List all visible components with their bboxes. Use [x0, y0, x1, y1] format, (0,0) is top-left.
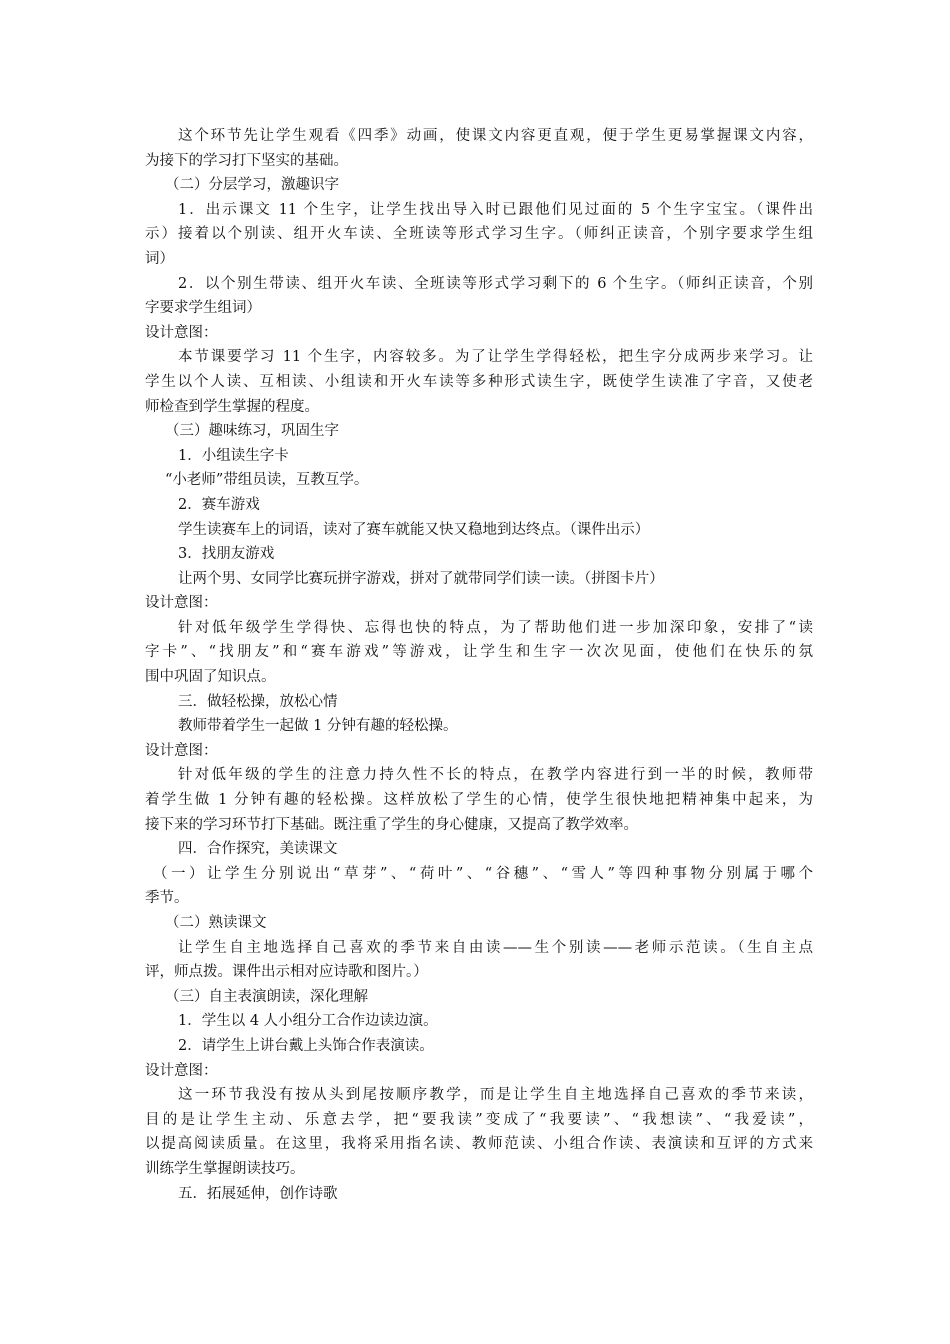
text-line: 以提高阅读质量。在这里，我将采用指名读、教师范读、小组合作读、表演读和互评的方式来: [145, 1136, 813, 1153]
text-line: 2．以个别生带读、组开火车读、全班读等形式学习剩下的 6 个生字。（师纠正读音，个别: [178, 275, 813, 292]
text-line: 设计意图：: [145, 742, 218, 759]
text-line: 让学生自主地选择自己喜欢的季节来自由读——生个别读——老师示范读。（生自主点: [178, 939, 813, 956]
text-line: （三）趣味练习，巩固生字: [165, 423, 339, 440]
text-line: 训练学生掌握朗读技巧。: [145, 1160, 305, 1177]
text-line: 本节课要学习 11 个生字，内容较多。为了让学生学得轻松，把生字分成两步来学习。让: [178, 349, 813, 366]
text-line: （二）分层学习，激趣识字: [165, 177, 339, 194]
text-line: （二）熟读课文: [165, 915, 267, 931]
text-line: 着学生做 1 分钟有趣的轻松操。这样放松了学生的心情，使学生很快地把精神集中起来，为: [145, 792, 813, 809]
text-line: 2．赛车游戏: [178, 496, 260, 513]
text-line: “小老师”带组员读，互教互学。: [165, 472, 369, 489]
text-line: 三．做轻松操，放松心情: [178, 693, 338, 710]
text-line: 围中巩固了知识点。: [145, 669, 276, 686]
text-line: 3．找朋友游戏: [178, 546, 275, 563]
text-line: 字卡”、“找朋友”和“赛车游戏”等游戏，让学生和生字一次次见面，使他们在快乐的氛: [145, 644, 813, 661]
text-line: 1．学生以 4 人小组分工合作边读边演。: [178, 1013, 438, 1030]
text-line: 1．出示课文 11 个生字，让学生找出导入时已跟他们见过面的 5 个生字宝宝。（课件出: [178, 201, 813, 218]
text-line: 设计意图：: [145, 324, 218, 341]
text-line: 季节。: [145, 890, 189, 907]
text-line: 为接下的学习打下坚实的基础。: [145, 152, 348, 169]
text-line: 学生读赛车上的词语，读对了赛车就能又快又稳地到达终点。（课件出示）: [178, 521, 650, 538]
text-line: 针对低年级学生学得快、忘得也快的特点，为了帮助他们进一步加深印象，安排了“读: [178, 619, 813, 636]
text-line: 2．请学生上讲台戴上头饰合作表演读。: [178, 1037, 434, 1054]
text-line: 师检查到学生掌握的程度。: [145, 398, 319, 415]
document-body: [145, 124, 813, 1206]
text-line: 学生以个人读、互相读、小组读和开火车读等多种形式读生字，既使学生读准了字音，又使老: [145, 373, 813, 390]
text-line: （一）让学生分别说出“草芽”、“荷叶”、“谷穗”、“雪人”等四种事物分别属于哪个: [153, 865, 813, 882]
text-line: 接下来的学习环节打下基础。既注重了学生的身心健康，又提高了教学效率。: [145, 816, 638, 833]
text-line: 评，师点拨。课件出示相对应诗歌和图片。）: [145, 964, 428, 981]
text-line: （三）自主表演朗读，深化理解: [165, 988, 368, 1005]
text-line: 字要求学生组词）: [145, 300, 261, 317]
text-line: 1．小组读生字卡: [178, 447, 289, 464]
text-line: 词）: [145, 250, 174, 267]
text-line: 教师带着学生一起做 1 分钟有趣的轻松操。: [178, 718, 458, 735]
text-line: 这个环节先让学生观看《四季》动画，使课文内容更直观，便于学生更易掌握课文内容，: [178, 128, 813, 144]
text-line: 设计意图：: [145, 595, 218, 612]
text-line: 四．合作探究，美读课文: [178, 841, 338, 858]
text-line: 示）接着以个别读、组开火车读、全班读等形式学习生字。（师纠正读音，个别字要求学生组: [145, 226, 813, 243]
text-line: 这一环节我没有按从头到尾按顺序教学，而是让学生自主地选择自己喜欢的季节来读，: [178, 1087, 813, 1104]
text-line: 目的是让学生主动、乐意去学，把“要我读”变成了“我要读”、“我想读”、“我爱读”，: [145, 1111, 813, 1128]
text-line: 让两个男、女同学比赛玩拼字游戏，拼对了就带同学们读一读。（拼图卡片）: [178, 570, 664, 587]
text-line: 设计意图：: [145, 1062, 218, 1079]
text-line: 五．拓展延伸，创作诗歌: [178, 1185, 338, 1202]
text-line: 针对低年级的学生的注意力持久性不长的特点，在教学内容进行到一半的时候，教师带: [178, 767, 813, 784]
